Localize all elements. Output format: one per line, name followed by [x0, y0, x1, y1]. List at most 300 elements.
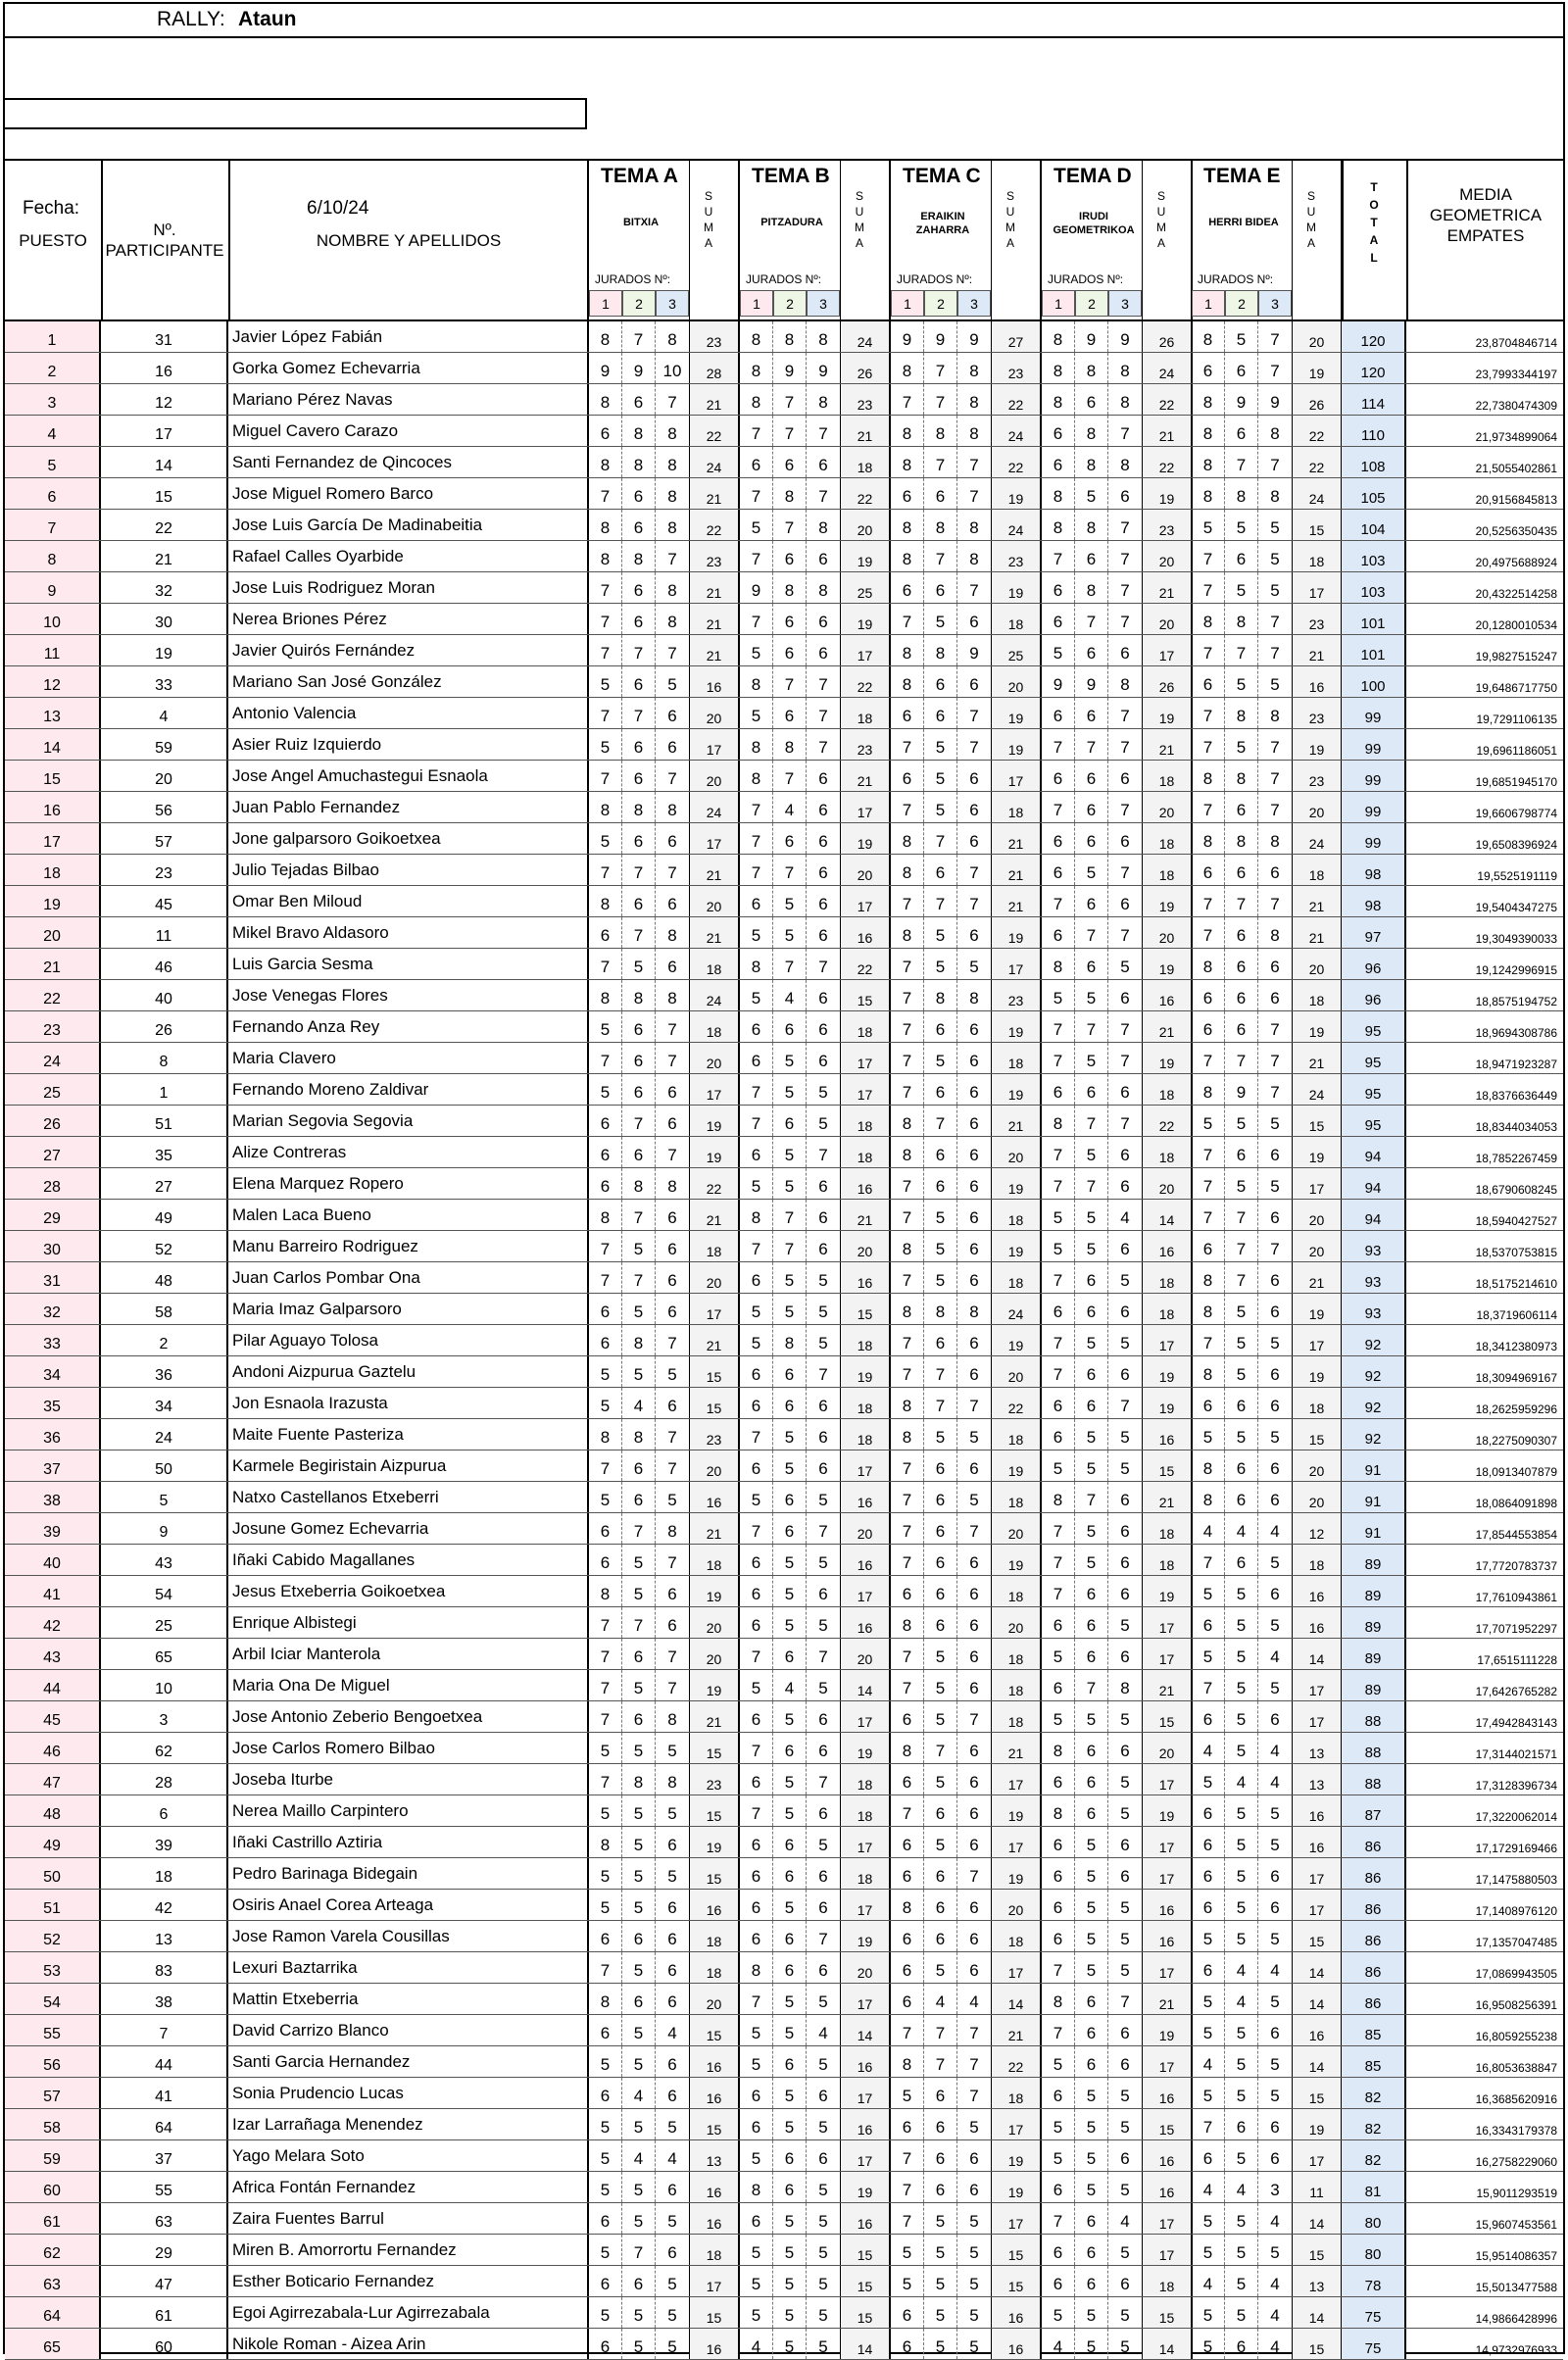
suma-cell: 22	[1142, 1106, 1193, 1136]
suma-cell: 24	[689, 980, 740, 1010]
media-cell: 16,3685620916	[1475, 2092, 1557, 2106]
score-cell: 7	[1192, 1168, 1225, 1199]
score-cell: 5	[818, 1992, 828, 2011]
nombre-cell: Iñaki Cabido Magallanes	[228, 1545, 589, 1575]
score-cell: 8	[969, 362, 979, 380]
nombre-cell: Jose Ramon Varela Cousillas	[228, 1921, 589, 1951]
suma-divider	[689, 161, 690, 320]
suma-letter: M	[1005, 221, 1015, 234]
score-cell: 6	[969, 1083, 979, 1102]
score-cell: 8	[1042, 1482, 1075, 1512]
table-row	[5, 729, 1563, 761]
score-cell: 7	[589, 855, 622, 885]
score-cell: 5	[818, 1836, 828, 1854]
nombre-cell: Jose Carlos Romero Bilbao	[228, 1733, 589, 1763]
score-cell: 5	[1270, 675, 1280, 694]
score-cell: 7	[622, 1106, 656, 1136]
suma-cell: 20	[840, 1513, 891, 1544]
nombre-cell: Maria Clavero	[228, 1043, 589, 1073]
score-cell: 7	[589, 1670, 622, 1700]
jurado-box-1-2: 2	[773, 290, 807, 317]
total-letter: L	[1370, 251, 1378, 265]
nombre-cell: Alize Contreras	[228, 1137, 589, 1167]
participante-cell: 33	[101, 666, 228, 697]
score-cell: 5	[1120, 1459, 1130, 1478]
score-cell: 6	[1270, 1459, 1280, 1478]
score-cell: 7	[891, 1262, 924, 1293]
suma-cell: 16	[1142, 1419, 1193, 1450]
nombre-cell: Mattin Etxeberria	[228, 1984, 589, 2014]
score-cell: 6	[667, 1992, 677, 2011]
suma-cell: 16	[1292, 1607, 1343, 1638]
suma-cell: 21	[689, 1325, 740, 1355]
score-cell: 6	[667, 1114, 677, 1133]
score-cell: 4	[1270, 1647, 1280, 1666]
score-cell: 5	[924, 761, 957, 791]
score-cell: 5	[1270, 2055, 1280, 2074]
score-cell: 6	[1192, 1701, 1225, 1732]
score-cell: 5	[1075, 1200, 1108, 1230]
participante-cell: 5	[101, 1482, 228, 1512]
score-cell: 8	[740, 384, 773, 415]
nombre-cell: Esther Boticario Fernandez	[228, 2266, 589, 2296]
total-cell: 114	[1342, 384, 1406, 415]
score-cell: 7	[891, 949, 924, 979]
nombre-cell: Elena Marquez Ropero	[228, 1168, 589, 1199]
score-cell: 5	[1075, 1325, 1108, 1355]
score-cell: 7	[891, 1545, 924, 1575]
suma-cell: 17	[1292, 1325, 1343, 1355]
score-cell: 6	[667, 1271, 677, 1290]
participante-cell: 44	[101, 2046, 228, 2077]
score-cell: 5	[818, 1303, 828, 1321]
score-cell: 8	[1075, 572, 1108, 603]
score-cell: 5	[740, 917, 773, 948]
suma-cell: 22	[689, 1168, 740, 1199]
media-cell: 20,4322514258	[1475, 587, 1557, 601]
total-cell: 89	[1342, 1545, 1406, 1575]
suma-letter: A	[1306, 236, 1315, 250]
score-cell: 8	[891, 1388, 924, 1418]
score-cell: 7	[818, 675, 828, 694]
score-cell: 6	[1075, 886, 1108, 916]
score-cell: 5	[1075, 1043, 1108, 1073]
suma-cell: 18	[840, 698, 891, 728]
score-cell: 8	[667, 1522, 677, 1541]
suma-cell: 20	[1292, 949, 1343, 979]
score-cell: 7	[1042, 2203, 1075, 2234]
nombre-cell: Lexuri Baztarrika	[228, 1952, 589, 1983]
total-cell: 99	[1342, 698, 1406, 728]
media-cell: 18,9694308786	[1475, 1026, 1557, 1040]
nombre-cell: Omar Ben Miloud	[228, 886, 589, 916]
score-cell: 6	[622, 384, 656, 415]
participante-cell: 12	[101, 384, 228, 415]
score-cell: 4	[1270, 1522, 1280, 1541]
score-cell: 5	[667, 2118, 677, 2137]
score-cell: 5	[1075, 1231, 1108, 1261]
score-cell: 7	[891, 2140, 924, 2171]
score-cell: 5	[1120, 1271, 1130, 1290]
suma-cell: 14	[1292, 1639, 1343, 1669]
puesto-cell: 16	[5, 792, 101, 822]
score-cell: 7	[891, 2203, 924, 2234]
score-cell: 6	[1042, 823, 1075, 854]
participante-cell: 20	[101, 761, 228, 791]
score-cell: 7	[622, 2235, 656, 2265]
total-cell: 95	[1342, 1074, 1406, 1105]
results-sheet	[3, 2, 1565, 2357]
score-cell: 6	[1192, 1827, 1225, 1857]
score-cell: 6	[924, 2172, 957, 2202]
score-cell: 8	[589, 1576, 622, 1606]
suma-cell: 19	[689, 1137, 740, 1167]
tema-title-4: TEMA E	[1203, 165, 1281, 187]
score-cell: 4	[622, 2078, 656, 2108]
participante-cell: 37	[101, 2140, 228, 2171]
score-cell: 6	[969, 1208, 979, 1227]
suma-cell: 15	[1142, 2109, 1193, 2139]
score-cell: 6	[1075, 635, 1108, 665]
score-cell: 5	[622, 2109, 656, 2139]
total-cell: 75	[1342, 2329, 1406, 2359]
score-cell: 4	[1270, 2275, 1280, 2293]
suma-cell: 18	[991, 1482, 1042, 1512]
score-cell: 7	[1120, 801, 1130, 819]
puesto-cell: 30	[5, 1231, 101, 1261]
score-cell: 6	[969, 1836, 979, 1854]
jurado-box-1-1: 1	[740, 290, 773, 317]
score-cell: 6	[1075, 2203, 1108, 2234]
score-cell: 5	[1075, 1137, 1108, 1167]
media-cell: 17,1729169466	[1475, 1842, 1557, 1855]
score-cell: 8	[1192, 478, 1225, 509]
participante-cell: 16	[101, 353, 228, 383]
score-cell: 5	[773, 917, 807, 948]
score-cell: 5	[622, 1952, 656, 1983]
suma-cell: 15	[689, 1388, 740, 1418]
score-cell: 8	[1120, 675, 1130, 694]
suma-cell: 18	[840, 1795, 891, 1826]
score-cell: 6	[1075, 1984, 1108, 2014]
score-cell: 8	[589, 541, 622, 571]
score-cell: 6	[1120, 1240, 1130, 1258]
suma-header-2	[1001, 188, 1020, 251]
total-cell: 103	[1342, 572, 1406, 603]
score-cell: 7	[969, 1522, 979, 1541]
suma-cell: 14	[840, 2329, 891, 2359]
score-cell: 6	[1225, 2109, 1258, 2139]
suma-cell: 21	[991, 1733, 1042, 1763]
score-cell: 6	[969, 1114, 979, 1133]
suma-cell: 20	[689, 1043, 740, 1073]
suma-header-3	[1152, 188, 1171, 251]
score-cell: 7	[1042, 1952, 1075, 1983]
nombre-cell: Zaira Fuentes Barrul	[228, 2203, 589, 2234]
score-cell: 7	[1192, 1670, 1225, 1700]
score-cell: 5	[667, 2212, 677, 2231]
score-cell: 6	[1270, 2024, 1280, 2042]
score-cell: 7	[1192, 541, 1225, 571]
score-cell: 7	[1042, 886, 1075, 916]
score-cell: 6	[1120, 895, 1130, 913]
score-cell: 7	[1192, 729, 1225, 760]
score-cell: 7	[1120, 518, 1130, 537]
nombre-cell: Fernando Anza Rey	[228, 1011, 589, 1042]
score-cell: 6	[1042, 917, 1075, 948]
table-row	[5, 1011, 1563, 1043]
score-cell: 9	[740, 572, 773, 603]
puesto-cell: 64	[5, 2297, 101, 2328]
media-cell: 18,7852267459	[1475, 1152, 1557, 1165]
score-cell: 6	[891, 1921, 924, 1951]
score-cell: 6	[818, 832, 828, 851]
suma-cell: 16	[689, 1890, 740, 1920]
score-cell: 6	[622, 604, 656, 634]
participante-cell: 36	[101, 1356, 228, 1387]
score-cell: 7	[589, 604, 622, 634]
score-cell: 8	[1270, 926, 1280, 945]
score-cell: 8	[1192, 1482, 1225, 1512]
score-cell: 8	[622, 1168, 656, 1199]
score-cell: 5	[622, 1827, 656, 1857]
score-cell: 7	[622, 1200, 656, 1230]
score-cell: 6	[969, 1146, 979, 1164]
score-cell: 8	[891, 1733, 924, 1763]
suma-cell: 16	[1292, 1795, 1343, 1826]
score-cell: 6	[1192, 1011, 1225, 1042]
nombre-cell: Yago Melara Soto	[228, 2140, 589, 2171]
score-cell: 6	[622, 1639, 656, 1669]
media-cell: 18,3094969167	[1475, 1371, 1557, 1385]
score-cell: 6	[1042, 1419, 1075, 1450]
participante-cell: 56	[101, 792, 228, 822]
score-cell: 6	[1042, 447, 1075, 477]
total-divider	[1342, 161, 1344, 320]
score-cell: 6	[1225, 1450, 1258, 1481]
total-cell: 95	[1342, 1011, 1406, 1042]
suma-cell: 21	[1292, 1262, 1343, 1293]
score-cell: 9	[969, 330, 979, 349]
score-cell: 6	[773, 1356, 807, 1387]
suma-cell: 16	[840, 2046, 891, 2077]
suma-cell: 15	[1142, 2297, 1193, 2328]
score-cell: 7	[891, 1639, 924, 1669]
score-cell: 6	[1075, 949, 1108, 979]
score-cell: 6	[1042, 2078, 1075, 2108]
score-cell: 8	[1192, 321, 1225, 352]
total-cell: 104	[1342, 510, 1406, 540]
nombre-cell: Marian Segovia Segovia	[228, 1106, 589, 1136]
score-cell: 7	[891, 980, 924, 1010]
score-cell: 5	[1042, 635, 1075, 665]
score-cell: 5	[667, 1742, 677, 1760]
score-cell: 6	[924, 2140, 957, 2171]
score-cell: 6	[1270, 958, 1280, 976]
nombre-cell: Malen Laca Bueno	[228, 1200, 589, 1230]
score-cell: 5	[622, 1795, 656, 1826]
score-cell: 7	[740, 855, 773, 885]
score-cell: 6	[1270, 1303, 1280, 1321]
header-media-line3: EMPATES	[1446, 225, 1525, 245]
score-cell: 7	[818, 738, 828, 757]
score-cell: 7	[1120, 613, 1130, 631]
suma-cell: 18	[840, 447, 891, 477]
participante-cell: 7	[101, 2015, 228, 2045]
suma-cell: 18	[840, 1106, 891, 1136]
score-cell: 5	[1075, 980, 1108, 1010]
suma-cell: 21	[689, 572, 740, 603]
media-cell: 19,6508396924	[1475, 838, 1557, 852]
score-cell: 7	[1075, 604, 1108, 634]
suma-cell: 21	[1142, 1984, 1193, 2014]
score-cell: 7	[740, 792, 773, 822]
score-cell: 6	[818, 1020, 828, 1039]
score-cell: 6	[1192, 1231, 1225, 1261]
participante-cell: 46	[101, 949, 228, 979]
score-cell: 7	[622, 635, 656, 665]
score-cell: 4	[1225, 2172, 1258, 2202]
score-cell: 7	[891, 1168, 924, 1199]
score-cell: 4	[740, 2329, 773, 2359]
score-cell: 4	[1270, 2306, 1280, 2325]
puesto-cell: 18	[5, 855, 101, 885]
score-cell: 8	[667, 487, 677, 506]
suma-cell: 16	[1292, 1576, 1343, 1606]
score-cell: 6	[818, 644, 828, 663]
score-cell: 6	[969, 1930, 979, 1948]
table-row	[5, 1137, 1563, 1168]
score-cell: 6	[818, 769, 828, 788]
score-cell: 7	[1042, 1325, 1075, 1355]
score-cell: 8	[667, 801, 677, 819]
table-row	[5, 1450, 1563, 1482]
puesto-cell: 46	[5, 1733, 101, 1763]
suma-cell: 18	[689, 949, 740, 979]
score-cell: 5	[589, 2046, 622, 2077]
suma-cell: 18	[689, 2235, 740, 2265]
score-cell: 7	[1042, 1137, 1075, 1167]
score-cell: 8	[773, 729, 807, 760]
header-divider	[101, 161, 103, 320]
suma-cell: 21	[991, 1106, 1042, 1136]
score-cell: 7	[667, 1052, 677, 1070]
jurado-box-2-1: 1	[891, 290, 924, 317]
score-cell: 5	[924, 1827, 957, 1857]
score-cell: 5	[1120, 1710, 1130, 1729]
media-cell: 20,4975688924	[1475, 556, 1557, 569]
score-cell: 6	[589, 1294, 622, 1324]
score-cell: 7	[1270, 456, 1280, 474]
suma-cell: 18	[840, 1325, 891, 1355]
suma-cell: 19	[991, 1450, 1042, 1481]
nombre-cell: Izar Larrañaga Menendez	[228, 2109, 589, 2139]
score-cell: 4	[818, 2024, 828, 2042]
score-cell: 6	[667, 1961, 677, 1980]
score-cell: 7	[891, 1043, 924, 1073]
suma-cell: 18	[689, 1231, 740, 1261]
score-cell: 4	[1192, 2046, 1225, 2077]
score-cell: 6	[924, 2109, 957, 2139]
score-cell: 6	[773, 1388, 807, 1418]
suma-cell: 17	[1292, 1701, 1343, 1732]
score-cell: 7	[773, 416, 807, 446]
score-cell: 6	[773, 823, 807, 854]
participante-cell: 50	[101, 1450, 228, 1481]
suma-cell: 23	[1292, 604, 1343, 634]
score-cell: 5	[1225, 1639, 1258, 1669]
score-cell: 6	[1075, 761, 1108, 791]
suma-cell: 19	[991, 572, 1042, 603]
table-row	[5, 1764, 1563, 1795]
puesto-cell: 49	[5, 1827, 101, 1857]
suma-cell: 20	[1292, 792, 1343, 822]
score-cell: 7	[667, 393, 677, 412]
suma-cell: 16	[689, 2203, 740, 2234]
score-cell: 6	[740, 1388, 773, 1418]
score-cell: 6	[818, 1428, 828, 1447]
score-cell: 6	[622, 823, 656, 854]
score-cell: 5	[1120, 2181, 1130, 2199]
score-cell: 6	[1270, 1898, 1280, 1917]
puesto-cell: 20	[5, 917, 101, 948]
nombre-cell: Arbil Iciar Manterola	[228, 1639, 589, 1669]
suma-cell: 17	[1292, 1168, 1343, 1199]
score-cell: 8	[1075, 353, 1108, 383]
total-cell: 86	[1342, 1921, 1406, 1951]
score-cell: 6	[969, 832, 979, 851]
suma-cell: 20	[689, 761, 740, 791]
score-cell: 8	[1075, 447, 1108, 477]
suma-cell: 17	[1142, 1952, 1193, 1983]
suma-cell: 17	[840, 2078, 891, 2108]
participante-cell: 38	[101, 1984, 228, 2014]
puesto-cell: 54	[5, 1984, 101, 2014]
suma-cell: 17	[840, 2140, 891, 2171]
score-cell: 6	[1270, 1365, 1280, 1384]
score-cell: 8	[622, 1764, 656, 1795]
score-cell: 4	[1192, 2172, 1225, 2202]
suma-cell: 20	[689, 1639, 740, 1669]
nombre-cell: Karmele Begiristain Aizpurua	[228, 1450, 589, 1481]
media-cell: 18,8575194752	[1475, 995, 1557, 1008]
score-cell: 7	[667, 550, 677, 568]
nombre-cell: Pilar Aguayo Tolosa	[228, 1325, 589, 1355]
score-cell: 6	[740, 1858, 773, 1889]
total-cell: 86	[1342, 1952, 1406, 1983]
participante-cell: 59	[101, 729, 228, 760]
score-cell: 5	[1075, 2329, 1108, 2359]
score-cell: 6	[1225, 1482, 1258, 1512]
table-row	[5, 2329, 1563, 2360]
puesto-cell: 40	[5, 1545, 101, 1575]
score-cell: 5	[773, 2235, 807, 2265]
score-cell: 8	[667, 613, 677, 631]
score-cell: 7	[1192, 698, 1225, 728]
score-cell: 6	[969, 1742, 979, 1760]
suma-cell: 18	[1292, 980, 1343, 1010]
score-cell: 5	[818, 2055, 828, 2074]
score-cell: 5	[667, 1491, 677, 1509]
score-cell: 8	[1042, 510, 1075, 540]
score-cell: 6	[740, 1137, 773, 1167]
tema-subtitle-1: PITZADURA	[760, 217, 823, 228]
media-cell: 16,8059255238	[1475, 2030, 1557, 2043]
score-cell: 6	[622, 1137, 656, 1167]
media-cell: 19,6606798774	[1475, 807, 1557, 820]
score-cell: 6	[1075, 1356, 1108, 1387]
score-cell: 5	[1042, 1701, 1075, 1732]
